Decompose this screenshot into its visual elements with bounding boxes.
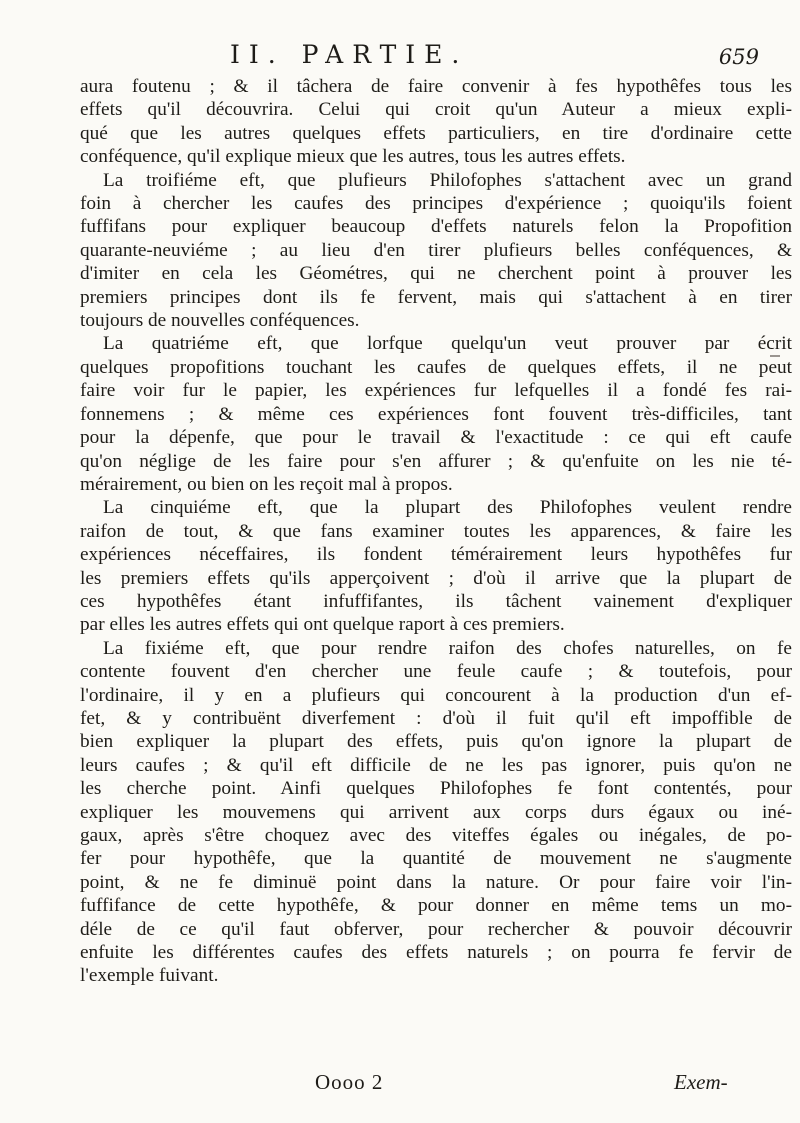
margin-mark — [770, 355, 780, 357]
text-line: d'imiter en cela les Géométres, qui ne cherchent point à prouver les — [80, 263, 792, 285]
signature-mark: Oooo 2 — [315, 1070, 384, 1094]
text-line: La fixiéme eft, que pour rendre raifon des chofes naturelles, on fe — [103, 637, 792, 659]
text-line: La quatriéme eft, que lorfque quelqu'un veut prouver par écrit — [103, 333, 792, 355]
catchword: Exem- — [674, 1070, 728, 1094]
text-line: bien expliquer la plupart des effets, puis qu'on ignore la plupart de — [80, 731, 792, 753]
text-line: l'ordinaire, il y en a plufieurs qui concourent à la production d'un ef- — [80, 684, 792, 706]
page-footer — [0, 1070, 800, 1100]
text-line: déle de ce qu'il faut obferver, pour rechercher & pouvoir découvrir — [80, 918, 792, 940]
text-line: expliquer les mouvemens qui arrivent aux corps durs égaux ou iné- — [80, 801, 792, 823]
text-line: leurs caufes ; & qu'il eft difficile de ne les pas ignorer, puis qu'on ne — [80, 754, 792, 776]
text-line: conféquence, qu'il explique mieux que les autres, tous les autres effets. — [80, 146, 626, 168]
text-line: fuffifans pour expliquer beaucoup d'effets naturels felon la Propofition — [80, 216, 792, 238]
page-number: 659 — [718, 45, 759, 69]
text-line: enfuite les différentes caufes des effets naturels ; on pourra fe fervir de — [80, 942, 792, 964]
text-line: expériences néceffaires, ils fondent témérairement leurs hypothêfes fur — [80, 544, 792, 566]
text-line: foin à chercher les caufes des principes d'expérience ; quoiqu'ils foient — [80, 193, 792, 215]
text-line: La troifiéme eft, que plufieurs Philofophes s'attachent avec un grand — [103, 169, 792, 191]
text-line: faire voir fur le papier, les expériences fur lefquelles il a fondé fes rai- — [80, 380, 792, 402]
text-line: fuffifance de cette hypothêfe, & pour donner en même tems un mo- — [80, 895, 792, 917]
body-text — [80, 75, 792, 988]
text-line: pour la dépenfe, que pour le travail & l'exactitude : ce qui eft caufe — [80, 427, 792, 449]
text-line: quarante-neuviéme ; au lieu d'en tirer plufieurs belles conféquences, & — [80, 239, 792, 261]
text-line: La cinquiéme eft, que la plupart des Philofophes veulent rendre — [103, 497, 792, 519]
text-line: fet, & y contribuënt diverfement : d'où il fuit qu'il eft impoffible de — [80, 707, 792, 729]
text-line: l'exemple fuivant. — [80, 965, 219, 987]
text-line: point, & ne fe diminuë point dans la nature. Or pour faire voir l'in- — [80, 871, 792, 893]
text-line: quelques propofitions touchant les caufes de quelques effets, il ne peut — [80, 356, 792, 378]
text-line: toujours de nouvelles conféquences. — [80, 310, 360, 332]
text-line: qu'on néglige de les faire pour s'en affurer ; & qu'enfuite on les nie té- — [80, 450, 792, 472]
text-line: mérairement, ou bien on les reçoit mal à propos. — [80, 473, 453, 495]
page-header — [0, 40, 800, 80]
text-line: les premiers effets qu'ils apperçoivent ; d'où il arrive que la plupart de — [80, 567, 792, 589]
text-line: fer pour hypothêfe, que la quantité de mouvement ne s'augmente — [80, 848, 792, 870]
text-line: raifon de tout, & que fans examiner toutes les apparences, & faire les — [80, 520, 792, 542]
text-line: ces hypothêfes étant infuffifantes, ils tâchent vainement d'expliquer — [80, 590, 792, 612]
running-title: II. PARTIE. — [230, 40, 469, 69]
text-line: aura foutenu ; & il tâchera de faire convenir à fes hypothêfes tous les — [80, 76, 792, 97]
text-line: premiers principes dont ils fe fervent, mais qui s'attachent à en tirer — [80, 286, 792, 308]
text-line: par elles les autres effets qui ont quelque raport à ces premiers. — [80, 614, 565, 636]
text-line: fonnemens ; & même ces expériences font fouvent très-difficiles, tant — [80, 403, 792, 425]
text-line: effets qu'il découvrira. Celui qui croit qu'un Auteur a mieux expli- — [80, 99, 792, 121]
text-line: contente fouvent d'en chercher une feule caufe ; & toutefois, pour — [80, 661, 792, 683]
text-line: gaux, après s'être choquez avec des viteffes égales ou inégales, de po- — [80, 825, 792, 846]
text-line: les cherche point. Ainfi quelques Philofophes fe font contentés, pour — [80, 778, 792, 800]
text-line: qué que les autres quelques effets particuliers, en tire d'ordinaire cette — [80, 122, 792, 144]
